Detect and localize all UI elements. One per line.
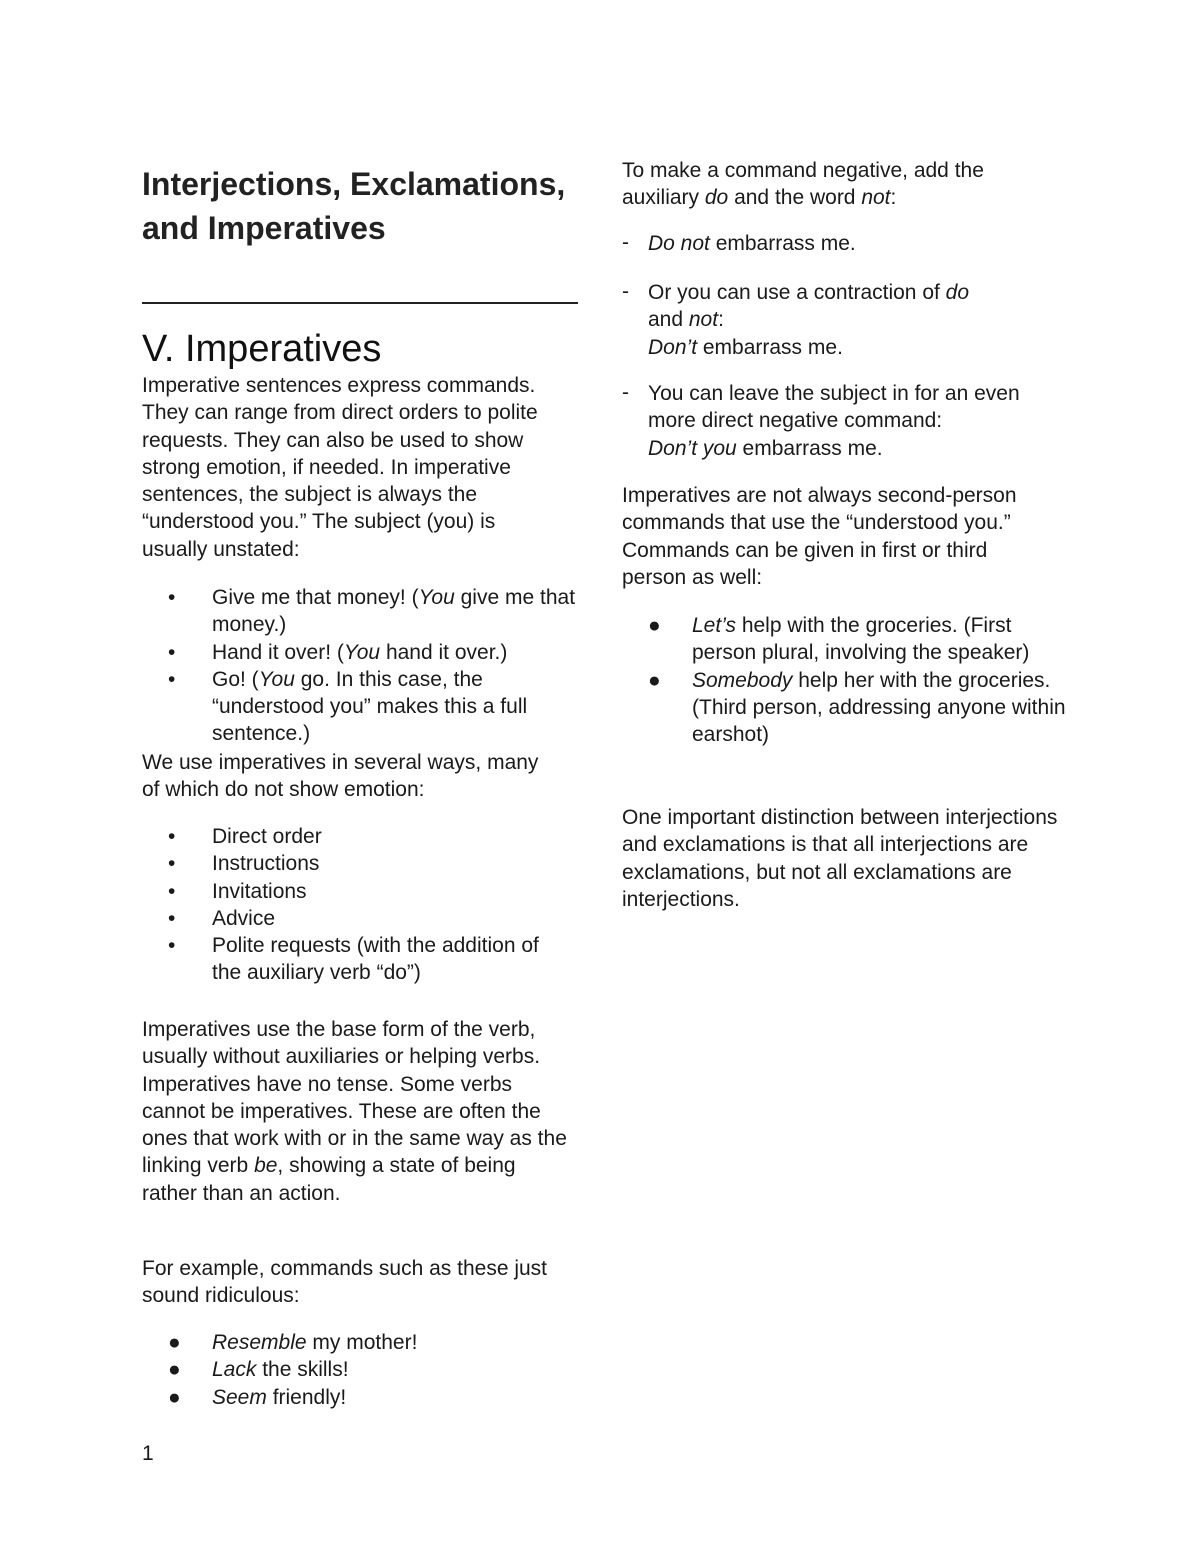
list-item: • Hand it over! (You hand it over.): [168, 640, 508, 664]
list-item: - Or you can use a contraction of do and not: Don’t embarrass me.: [622, 280, 970, 359]
person-list: [622, 612, 1072, 748]
list-item: ● Resemble my mother!: [168, 1331, 418, 1354]
list-item: • Polite requests (with the addition of the auxiliary verb “do”): [168, 934, 539, 985]
ways-intro: We use imperatives in several ways, many of which do not show emotion:: [142, 751, 539, 802]
list-item: • Go! (You go. In this case, the “understood you” makes this a full sentence.): [168, 667, 528, 746]
list-item: • Instructions: [168, 852, 320, 876]
list-item: ● Seem friendly!: [168, 1385, 347, 1409]
ways-list: [142, 823, 572, 987]
negative-dash-3: [622, 380, 1062, 462]
page-number: 1: [142, 1442, 154, 1465]
list-item: • Give me that money! (You give me that money.): [168, 586, 576, 637]
title-divider: [142, 302, 578, 304]
list-item: ● Lack the skills!: [168, 1358, 349, 1382]
list-item: ● Somebody help her with the groceries. (Third person, addressing anyone within earshot): [648, 668, 1066, 747]
list-item: - You can leave the subject in for an even more direct negative command: Don’t you embarrass me.: [622, 381, 1020, 460]
document-title: Interjections, Exclamations, and Imperatives: [142, 166, 566, 246]
example-list: [142, 584, 582, 748]
person-intro: Imperatives are not always second-person commands that use the “understood you.” Commands can be given in first or third person as well:: [622, 484, 1017, 589]
list-item: • Advice: [168, 906, 276, 930]
list-item: • Direct order: [168, 825, 322, 848]
list-item: • Invitations: [168, 879, 307, 903]
list-item: ● Let’s help with the groceries. (First person plural, involving the speaker): [648, 614, 1030, 665]
ridiculous-list: [142, 1329, 572, 1411]
negative-dash-1: [622, 230, 1062, 257]
intro-paragraph: Imperative sentences express commands. They can range from direct orders to polite requests. They can also be used to show strong emotion, if needed. In imperative sentences, the subject is always the “understood you.” The subject (you) is usually unstated:: [142, 374, 538, 561]
example-intro: For example, commands such as these just sound ridiculous:: [142, 1257, 548, 1308]
negative-intro: To make a command negative, add the auxiliary do and the word not:: [622, 159, 984, 210]
base-form-paragraph: Imperatives use the base form of the verb, usually without auxiliaries or helping verbs. Imperatives have no tense. Some verbs cannot be imperatives. These are often the ones that work with or in the same way as the linking verb be, showing a state of being rather than an action.: [142, 1018, 567, 1205]
section-heading: V. Imperatives: [142, 328, 382, 370]
distinction-paragraph: One important distinction between interjections and exclamations is that all interjections are exclamations, but not all exclamations are interjections.: [622, 806, 1058, 911]
negative-dash-2: [622, 279, 982, 361]
list-item: - Do not embarrass me.: [622, 231, 856, 255]
